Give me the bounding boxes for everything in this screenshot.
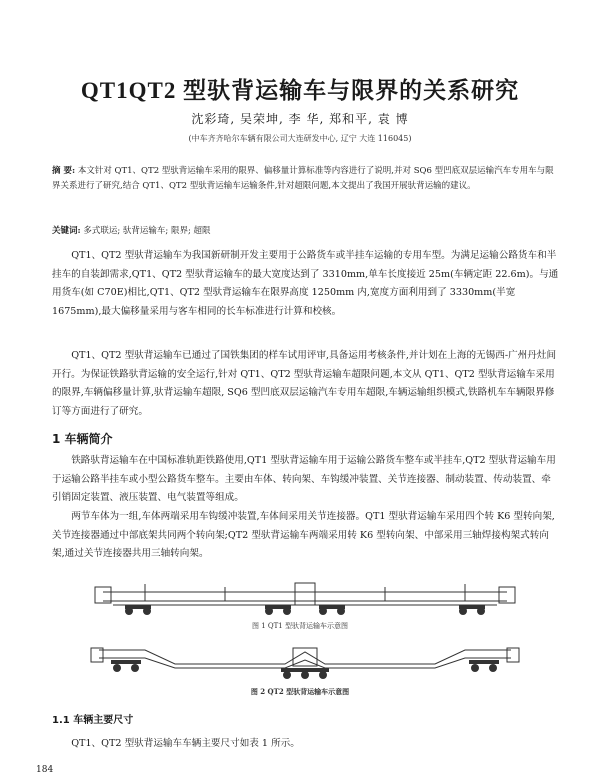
paragraph-4: 两节车体为一组,车体两端采用车钩缓冲装置,车体间采用关节连接器。QT1 型驮背运输车采用四个转 K6 型转向架,关节连接器通过中部底架共同两个转向架;QT2 型驮背运输车两端采用转 K6 型转向架、中部采用三轴焊接构架式转向架,通过关节连接器共用三轴转向架。 [52, 511, 555, 559]
section-heading-1: 1 车辆简介 [52, 432, 113, 446]
affiliation: (中车齐齐哈尔车辆有限公司大连研发中心, 辽宁 大连 116045) [188, 134, 412, 143]
author-list: 沈彩琦, 吴荣坤, 李 华, 郑和平, 袁 博 [191, 112, 409, 126]
keywords-label: 关键词: [52, 226, 81, 236]
abstract-text: 本文针对 QT1、QT2 型驮背运输车采用的限界、偏移量计算标准等内容进行了说明,并对 SQ6 型凹底双层运输汽车专用车与限界关系进行了研究,结合 QT1、QT2 型驮背运输车运输条件,针对超限问题,本文提出了我国开展驮背运输的建议。 [52, 166, 554, 191]
abstract [52, 164, 558, 194]
page-number: 184 [36, 765, 54, 775]
abstract-label: 摘 要: [52, 166, 76, 176]
keywords-text: 多式联运; 驮背运输车; 限界; 超限 [83, 226, 211, 236]
figure-2-caption: 图 2 QT2 型驮背运输车示意图 [250, 687, 350, 696]
keywords [52, 224, 558, 236]
figure-1-caption: 图 1 QT1 型驮背运输车示意图 [252, 622, 348, 630]
paragraph-2: QT1、QT2 型驮背运输车已通过了国铁集团的样车试用评审,具备运用考核条件,并计划在上海的无锡西-广州丹灶间开行。为保证铁路驮背运输的安全运行,针对 QT1、QT2 型驮背运输车超限问题,本文从 QT1、QT2 型驮背运输车采用的限界,车辆偏移量计算,驮背运输车超限, SQ6 型凹底双层运输汽车专用车超限,车辆运输组织模式,铁路机车车辆限界修订等方面进行了研究。 [52, 350, 557, 417]
figure-1-qt1-diagram [85, 575, 525, 617]
figure-2-qt2-diagram [85, 638, 525, 680]
paper-title: QT1QT2 型驮背运输车与限界的关系研究 [80, 78, 520, 103]
section-heading-1-1: 1.1 车辆主要尺寸 [52, 715, 134, 726]
paragraph-1: QT1、QT2 型驮背运输车为我国新研制开发主要用于公路货车或半挂车运输的专用车型。为满足运输公路货车和半挂车的自装卸需求,QT1、QT2 型驮背运输车的最大宽度达到了 3310mm,单车长度接近 25m(车辆定距 22.6m)。与通用货车(如 C70E)相比,QT1、QT2 型驮背运输车在限界高度 1250mm 内,宽度方面利用到了 3330mm(半宽 1675mm),最大偏移量采用与客车相同的长车标准进行计算和校核。 [52, 250, 559, 317]
paragraph-5: QT1、QT2 型驮背运输车车辆主要尺寸如表 1 所示。 [71, 738, 300, 749]
paragraph-3: 铁路驮背运输车在中国标准轨距铁路使用,QT1 型驮背运输车用于运输公路货车整车或半挂车,QT2 型驮背运输车用于运输公路半挂车或小型公路货车整车。主要由车体、转向架、车钩缓冲装置、关节连接器、制动装置、传动装置、牵引销固定装置、液压装置、电气装置等组成。 [52, 455, 556, 503]
